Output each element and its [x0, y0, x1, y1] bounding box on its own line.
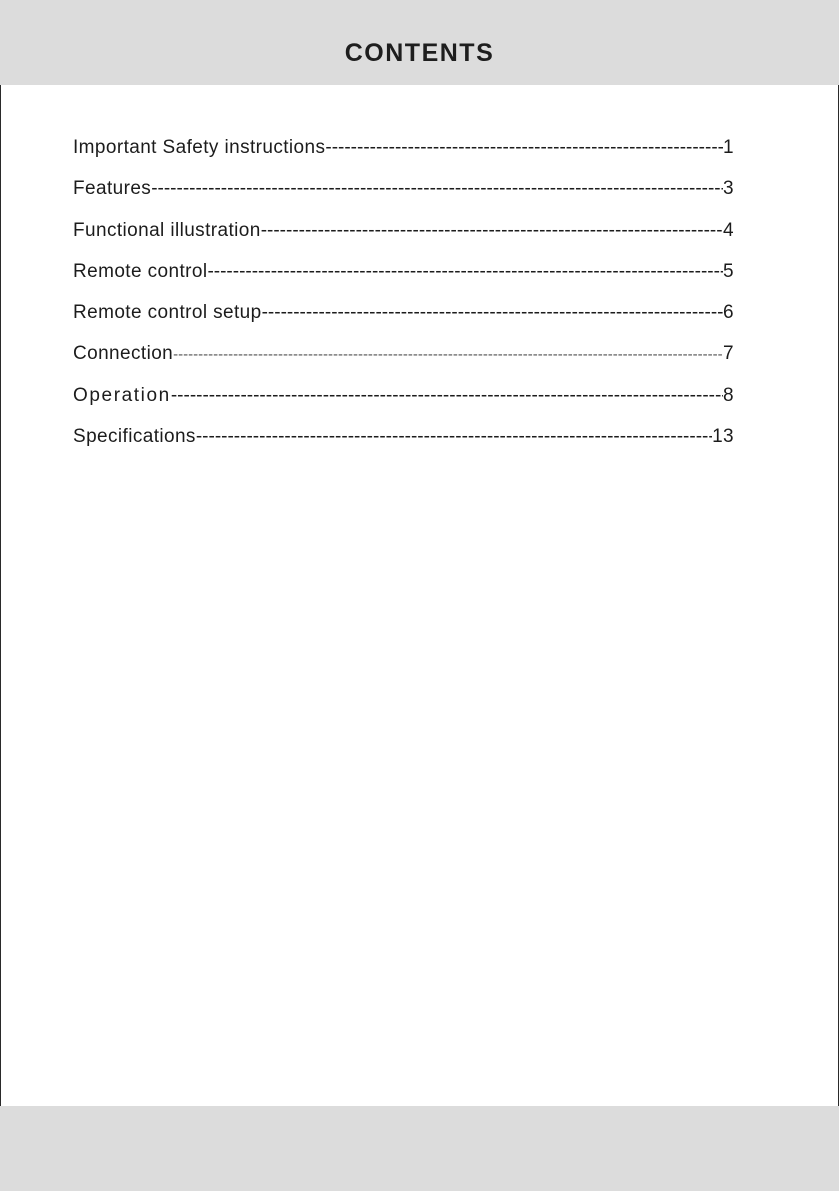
toc-entry-label: Features — [73, 178, 152, 200]
toc-entry-specifications[interactable] — [73, 423, 734, 464]
toc-page-number: 8 — [723, 384, 734, 406]
toc-entry-functional-illustration[interactable] — [73, 217, 734, 258]
toc-dot-leader — [171, 382, 723, 410]
toc-dot-leader — [325, 134, 723, 162]
toc-page-number: 13 — [712, 426, 734, 448]
toc-page-number: 1 — [723, 137, 734, 158]
toc-page-number: 7 — [723, 343, 734, 365]
toc-entry-label: Operation — [73, 384, 171, 406]
toc-entry-remote-control[interactable] — [73, 258, 734, 299]
toc-page-number: 4 — [723, 219, 734, 241]
toc-entry-remote-control-setup[interactable] — [73, 299, 734, 340]
toc-dot-leader — [261, 217, 723, 245]
toc-page-number: 5 — [723, 260, 734, 282]
toc-entry-features[interactable] — [73, 175, 734, 216]
toc-dot-leader — [151, 175, 723, 203]
toc-entry-connection[interactable] — [73, 340, 734, 381]
toc-page-number: 3 — [723, 178, 734, 200]
table-of-contents — [73, 134, 734, 464]
toc-dot-leader — [207, 258, 723, 286]
toc-dot-leader — [196, 423, 712, 451]
toc-entry-label: Remote control setup — [73, 302, 262, 324]
toc-entry-label: Specifications — [73, 426, 196, 448]
toc-entry-important-safety-instructions[interactable] — [73, 134, 734, 175]
toc-entry-label: Connection — [73, 343, 174, 365]
page-title: CONTENTS — [344, 39, 495, 67]
toc-dot-leader — [173, 341, 723, 369]
toc-entry-label: Functional illustration — [73, 219, 261, 241]
toc-dot-leader — [262, 299, 723, 327]
toc-entry-label: Important Safety instructions — [73, 137, 326, 158]
footer-band — [0, 1106, 839, 1191]
toc-entry-operation[interactable] — [73, 382, 734, 423]
toc-entry-label: Remote control — [73, 260, 208, 282]
toc-page-number: 6 — [723, 302, 734, 324]
